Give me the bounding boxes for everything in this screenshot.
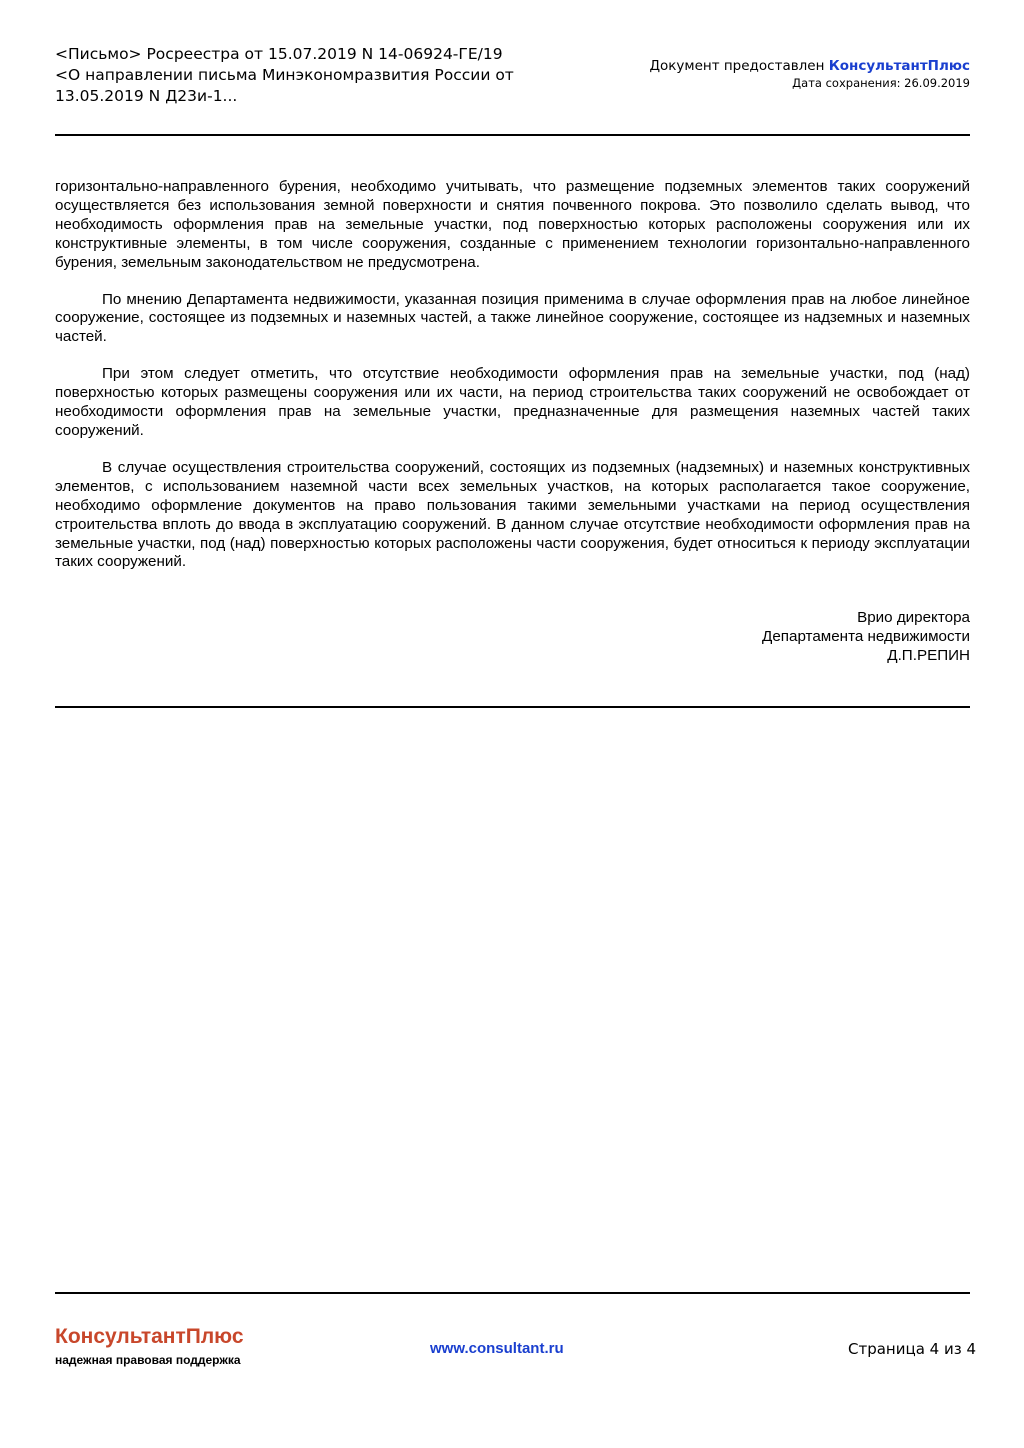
document-title-line: 13.05.2019 N Д23и-1... [55, 87, 238, 105]
provided-by-label: Документ предоставлен [649, 58, 829, 74]
signature-department: Департамента недвижимости [762, 627, 970, 645]
body-paragraph: В случае осуществления строительства сооружений, состоящих из подземных (надземных) и наземных конструктивных элементов, с использованием наземной части всех земельных участков, на которых располагается такое сооружение, необходимо оформление документов на право пользования такими земельными участками на период осуществления строительства вплоть до ввода в эксплуатацию сооружений. В данном случае отсутствие необходимости оформления прав на земельные участки, под (над) поверхностью которых расположены части сооружения, будет относиться к периоду эксплуатации таких сооружений. [55, 458, 970, 571]
document-end-divider [55, 706, 970, 708]
body-paragraph: При этом следует отметить, что отсутствие необходимости оформления прав на земельные участки, под (над) поверхностью которых размещены сооружения или их части, на период строительства таких сооружений не освобождает от необходимости оформления прав на земельные участки, предназначенные для размещения наземных частей таких сооружений. [55, 365, 970, 439]
save-date: Дата сохранения: 26.09.2019 [792, 76, 970, 90]
signature-position: Врио директора [857, 609, 970, 626]
provider-brand-link[interactable]: КонсультантПлюс [828, 58, 970, 74]
signature-block [762, 609, 970, 666]
footer-tagline: надежная правовая поддержка [55, 1353, 241, 1367]
footer-brand-name: КонсультантПлюс [55, 1325, 244, 1348]
document-title-line: <Письмо> Росреестра от 15.07.2019 N 14-06924-ГЕ/19 [55, 45, 503, 63]
body-paragraph: горизонтально-направленного бурения, необходимо учитывать, что размещение подземных элементов таких сооружений осуществляется без использования земной поверхности и снятия почвенного покрова. Это позволило сделать вывод, что необходимость оформления прав на земельные участки, под поверхностью которых расположены сооружения или их конструктивные элементы, в том числе сооружения, созданные с применением технологии горизонтально-направленного бурения, земельным законодательством не предусмотрена. [55, 178, 970, 271]
body-paragraph: По мнению Департамента недвижимости, указанная позиция применима в случае оформления прав на любое линейное сооружение, состоящее из подземных и наземных частей, а также линейное сооружение, состоящее из надземных и наземных частей. [55, 290, 970, 346]
header-divider [55, 134, 970, 136]
provided-by [649, 57, 970, 75]
document-title-line: <О направлении письма Минэкономразвития России от [55, 66, 514, 84]
footer-website-link[interactable]: www.consultant.ru [430, 1340, 564, 1357]
document-title [55, 44, 575, 107]
footer-logo [55, 1324, 244, 1368]
footer-divider [55, 1292, 970, 1294]
provider-info [649, 57, 970, 91]
page-number: Страница 4 из 4 [848, 1340, 976, 1358]
signature-name: Д.П.РЕПИН [887, 646, 970, 664]
document-body [55, 178, 970, 590]
